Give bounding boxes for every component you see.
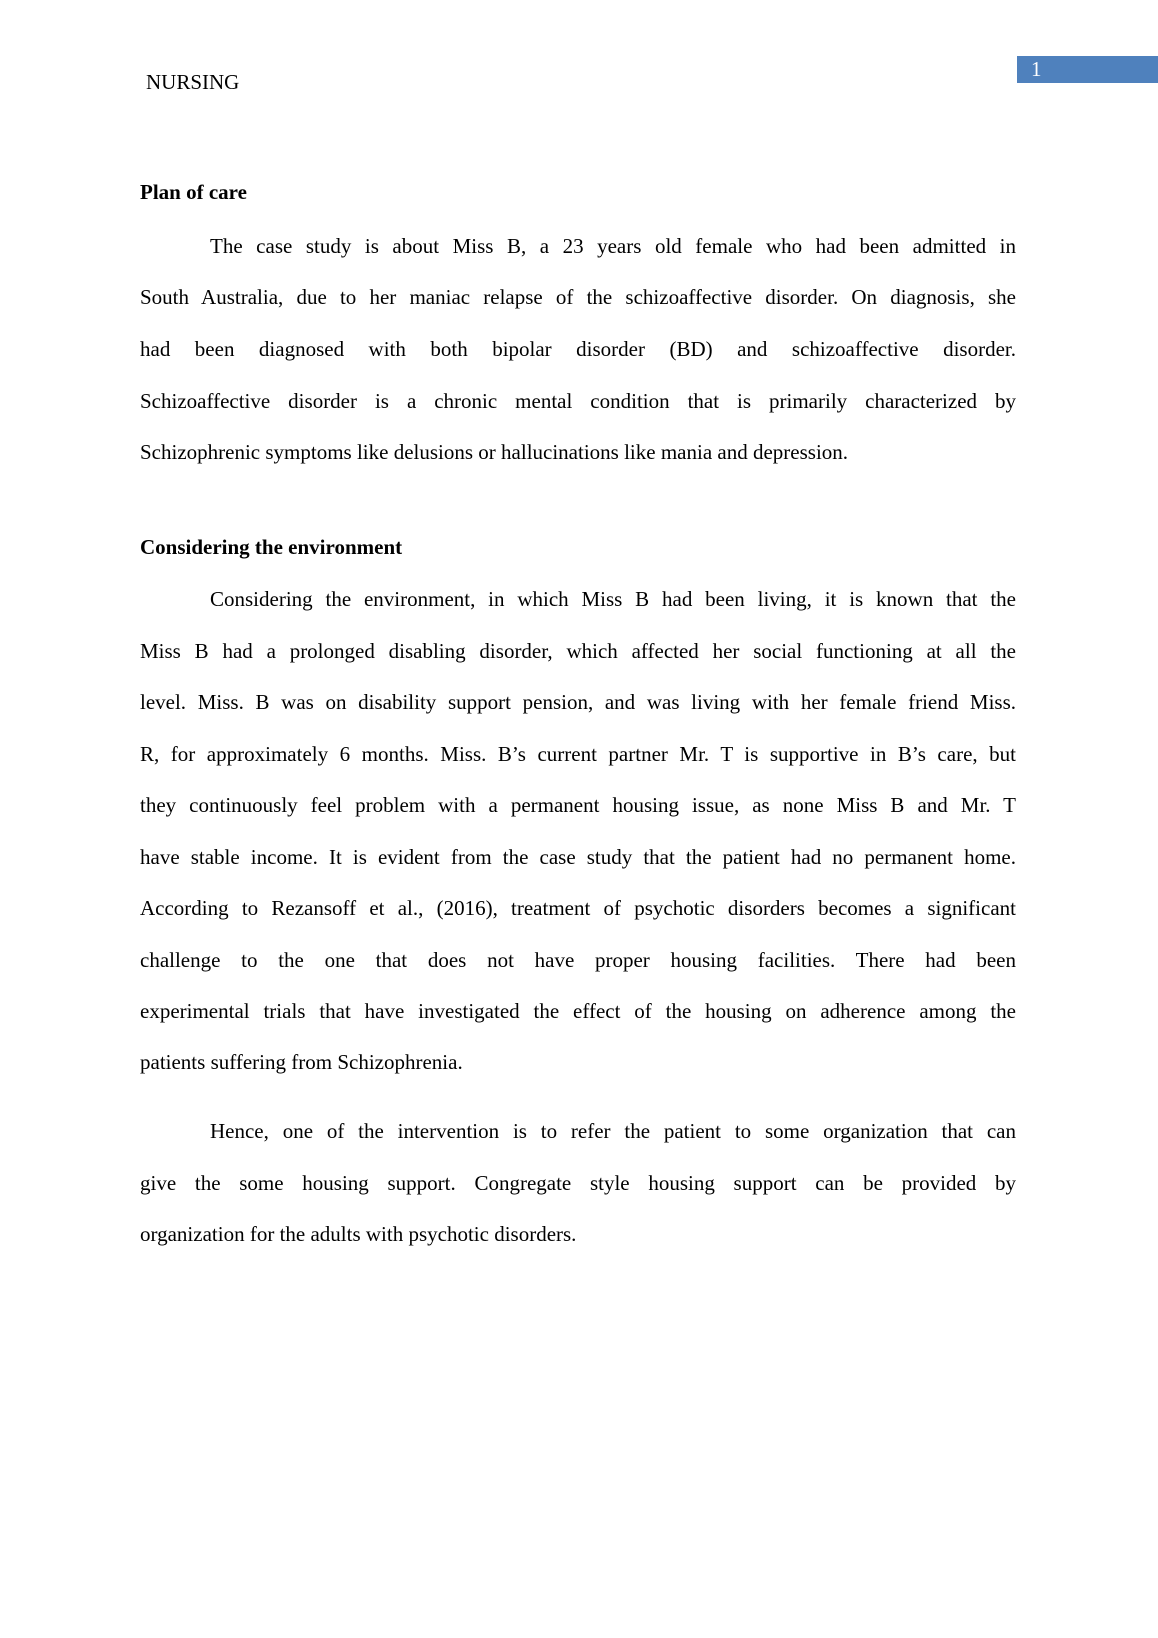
body-line: Miss B had a prolonged disabling disorder, which affected her social functioning at all the: [140, 639, 1016, 663]
body-line: The case study is about Miss B, a 23 years old female who had been admitted in: [210, 234, 1016, 258]
section-heading-environment: Considering the environment: [140, 535, 403, 559]
body-line: level. Miss. B was on disability support pension, and was living with her female friend Miss.: [140, 690, 1016, 714]
page-number: 1: [1017, 56, 1158, 83]
body-line: experimental trials that have investigated the effect of the housing on adherence among the: [140, 999, 1016, 1023]
body-line: Considering the environment, in which Miss B had been living, it is known that the: [210, 587, 1016, 611]
body-line: Hence, one of the intervention is to refer the patient to some organization that can: [210, 1119, 1016, 1143]
body-line: challenge to the one that does not have proper housing facilities. There had been: [140, 948, 1016, 972]
body-line: According to Rezansoff et al., (2016), treatment of psychotic disorders becomes a significant: [140, 896, 1016, 920]
body-line: R, for approximately 6 months. Miss. B’s current partner Mr. T is supportive in B’s care, but: [140, 742, 1016, 766]
body-line: give the some housing support. Congregate style housing support can be provided by: [140, 1171, 1016, 1195]
body-line: had been diagnosed with both bipolar disorder (BD) and schizoaffective disorder.: [140, 337, 1016, 361]
body-line: South Australia, due to her maniac relapse of the schizoaffective disorder. On diagnosis, she: [140, 285, 1016, 309]
body-line: patients suffering from Schizophrenia.: [140, 1050, 463, 1074]
body-line: organization for the adults with psychotic disorders.: [140, 1222, 577, 1246]
running-head: NURSING: [146, 70, 240, 94]
body-line: they continuously feel problem with a permanent housing issue, as none Miss B and Mr. T: [140, 793, 1016, 817]
body-line: have stable income. It is evident from the case study that the patient had no permanent home.: [140, 845, 1016, 869]
body-line: Schizoaffective disorder is a chronic mental condition that is primarily characterized by: [140, 389, 1016, 413]
section-heading-plan-of-care: Plan of care: [140, 180, 247, 204]
body-line: Schizophrenic symptoms like delusions or hallucinations like mania and depression.: [140, 440, 849, 464]
